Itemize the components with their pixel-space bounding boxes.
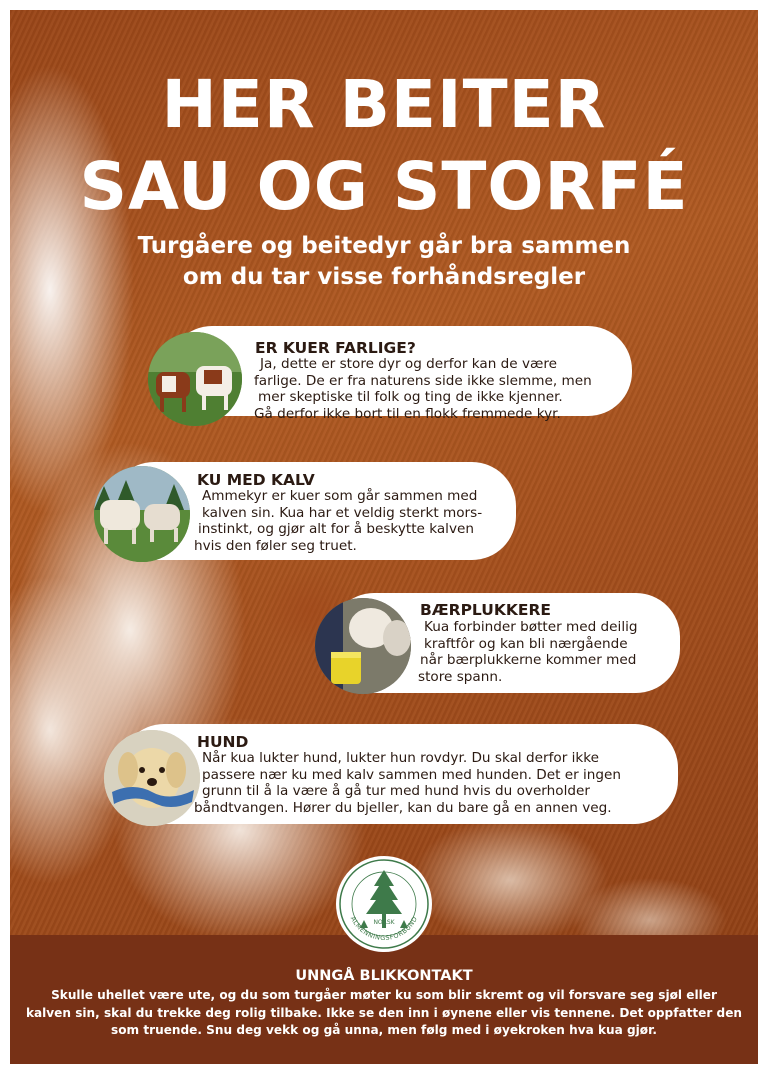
headline-line-1: HER BEITER xyxy=(161,66,607,143)
section-text-dog xyxy=(194,750,621,816)
text-line: båndtvangen. Hører du bjeller, kan du bare gå en annen veg. xyxy=(194,799,612,816)
text-line: instinkt, og gjør alt for å beskytte kalven xyxy=(198,521,474,537)
footer-title: UNNGÅ BLIKKONTAKT xyxy=(295,968,473,984)
cow-calf-illustration xyxy=(94,466,190,562)
text-line: passere nær ku med kalv sammen med hunden. Det er ingen xyxy=(202,766,621,783)
text-line: når bærplukkerne kommer med xyxy=(420,652,637,668)
text-line: kraftfôr og kan bli nærgående xyxy=(424,635,628,652)
footer-band xyxy=(10,935,758,1064)
section-text-cow-calf xyxy=(194,488,482,554)
subtitle-line-2: om du tar visse forhåndsregler xyxy=(182,264,586,290)
subtitle xyxy=(10,231,758,293)
section-text-cows-dangerous xyxy=(254,356,592,422)
cow-calf-photo xyxy=(94,466,190,562)
text-line: hvis den føler seg truet. xyxy=(194,537,357,554)
section-title-dog: HUND xyxy=(197,733,249,751)
section-text-berry-pickers xyxy=(416,619,638,685)
text-line: Når kua lukter hund, lukter hun rovdyr. Du skal derfor ikke xyxy=(202,750,599,766)
poster xyxy=(10,10,758,1064)
footer-text xyxy=(10,987,758,1040)
norsk-almenningsforbund-logo xyxy=(336,856,432,952)
text-line: mer skeptiske til folk og ting de ikke kjenner. xyxy=(258,389,563,405)
text-line: Ja, dette er store dyr og derfor kan de være xyxy=(260,356,557,372)
text-line: Kua forbinder bøtter med deilig xyxy=(424,619,638,635)
footer-line: som truende. Snu deg vekk og gå unna, men følg med i øyekroken hva kua gjør. xyxy=(111,1023,657,1037)
cows-illustration xyxy=(148,332,242,426)
section-title-cow-calf: KU MED KALV xyxy=(197,471,315,489)
footer-line: Skulle uhellet være ute, og du som turgåer møter ku som blir skremt og vil forsvare seg sjøl eller xyxy=(51,988,717,1002)
dog-illustration xyxy=(104,730,200,826)
text-line: Gå derfor ikke bort til en flokk fremmede kyr. xyxy=(254,405,561,422)
text-line: grunn til å la være å gå tur med hund hvis du overholder xyxy=(202,783,590,799)
text-line: store spann. xyxy=(418,668,503,685)
logo-top-text: NORSK xyxy=(373,919,395,926)
text-line: farlige. De er fra naturens side ikke slemme, men xyxy=(254,372,592,389)
bucket-cow-illustration xyxy=(315,598,411,694)
logo-ring-text: ALMENNINGSFORBUND xyxy=(348,915,420,943)
headline-line-2: SAU OG STORFÉ xyxy=(79,148,689,225)
section-title-cows-dangerous: ER KUER FARLIGE? xyxy=(255,339,416,357)
text-line: kalven sin. Kua har et veldig sterkt mors- xyxy=(202,504,483,521)
footer-line: kalven sin, skal du trekke deg rolig tilbake. Ikke se den inn i øynene eller vis tennene. Det oppfatter den xyxy=(25,1005,743,1020)
text-line: Ammekyr er kuer som går sammen med xyxy=(202,488,478,504)
section-title-berry-pickers: BÆRPLUKKERE xyxy=(420,601,551,619)
cows-photo xyxy=(148,332,242,426)
dog-photo xyxy=(104,730,200,826)
berry-pickers-photo xyxy=(315,598,411,694)
subtitle-line-1: Turgåere og beitedyr går bra sammen xyxy=(137,233,631,259)
tree-logo-icon xyxy=(336,856,432,952)
